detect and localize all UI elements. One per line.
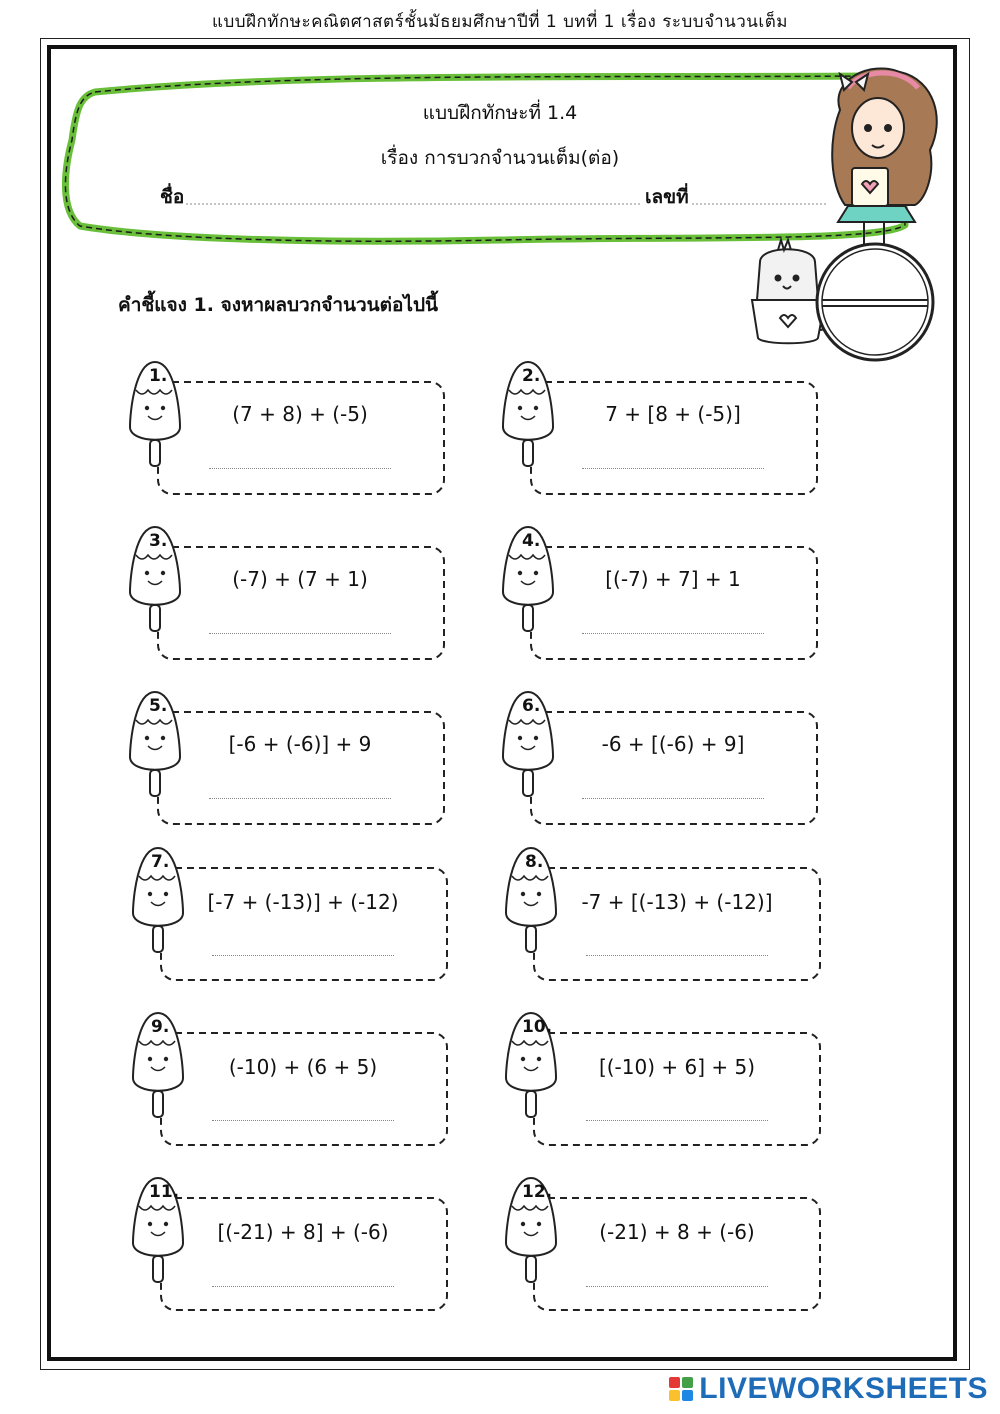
name-label: ชื่อ bbox=[160, 186, 185, 208]
logo-grid-icon bbox=[669, 1377, 693, 1401]
problem-number: 9. bbox=[151, 1017, 170, 1037]
girl-illustration bbox=[832, 68, 937, 246]
problem-expression: -6 + [(-6) + 9] bbox=[601, 732, 745, 756]
problem-expression: [-6 + (-6)] + 9 bbox=[228, 732, 372, 756]
exercise-topic: เรื่อง การบวกจำนวนเต็ม(ต่อ) bbox=[380, 147, 620, 169]
answer-box bbox=[531, 547, 817, 659]
answer-box bbox=[161, 1198, 447, 1310]
problem-expression: [(-7) + 7] + 1 bbox=[605, 567, 741, 591]
answer-line[interactable] bbox=[209, 468, 391, 469]
answer-box bbox=[158, 382, 444, 494]
problem-number: 8. bbox=[525, 852, 544, 872]
answer-box bbox=[158, 712, 444, 824]
score-circle bbox=[817, 244, 933, 360]
answer-box bbox=[534, 1198, 820, 1310]
answer-box bbox=[534, 1033, 820, 1145]
answer-box bbox=[531, 382, 817, 494]
problem-expression: [(-10) + 6] + 5) bbox=[598, 1055, 756, 1079]
answer-line[interactable] bbox=[212, 1120, 394, 1121]
brand-name: LIVEWORKSHEETS bbox=[699, 1372, 988, 1405]
problem-number: 5. bbox=[149, 696, 168, 716]
answer-box bbox=[531, 712, 817, 824]
worksheet-series-title: แบบฝึกทักษะคณิตศาสตร์ชั้นมัธยมศึกษาปีที่ 1 บทที่ 1 เรื่อง ระบบจำนวนเต็ม bbox=[212, 12, 788, 32]
problem-number: 6. bbox=[522, 696, 541, 716]
problem-expression: 7 + [8 + (-5)] bbox=[605, 402, 741, 426]
problem-expression: -7 + [(-13) + (-12)] bbox=[581, 890, 773, 914]
problem-number: 2. bbox=[522, 366, 541, 386]
answer-line[interactable] bbox=[582, 798, 764, 799]
answer-box bbox=[161, 1033, 447, 1145]
problem-expression: [(-21) + 8] + (-6) bbox=[217, 1220, 389, 1244]
problem-number: 11. bbox=[149, 1182, 180, 1202]
answer-line[interactable] bbox=[582, 468, 764, 469]
answer-line[interactable] bbox=[586, 955, 768, 956]
liveworksheets-logo[interactable] bbox=[669, 1372, 988, 1406]
answer-line[interactable] bbox=[212, 955, 394, 956]
problem-number: 3. bbox=[149, 531, 168, 551]
number-label: เลขที่ bbox=[645, 186, 689, 208]
problem-expression: (7 + 8) + (-5) bbox=[232, 402, 368, 426]
problem-number: 12. bbox=[522, 1182, 553, 1202]
answer-line[interactable] bbox=[209, 633, 391, 634]
answer-line[interactable] bbox=[209, 798, 391, 799]
answer-box bbox=[161, 868, 447, 980]
problem-number: 1. bbox=[149, 366, 168, 386]
problem-number: 10. bbox=[522, 1017, 553, 1037]
answer-line[interactable] bbox=[586, 1286, 768, 1287]
problem-expression: (-10) + (6 + 5) bbox=[228, 1055, 378, 1079]
answer-line[interactable] bbox=[582, 633, 764, 634]
problem-number: 4. bbox=[522, 531, 541, 551]
problem-expression: [-7 + (-13)] + (-12) bbox=[207, 890, 399, 914]
problem-number: 7. bbox=[151, 852, 170, 872]
directions-text: คำชี้แจง 1. จงหาผลบวกจำนวนต่อไปนี้ bbox=[118, 294, 439, 316]
answer-box bbox=[534, 868, 820, 980]
answer-line[interactable] bbox=[212, 1286, 394, 1287]
exercise-title: แบบฝึกทักษะที่ 1.4 bbox=[422, 102, 578, 124]
problem-expression: (-21) + 8 + (-6) bbox=[599, 1220, 755, 1244]
answer-box bbox=[158, 547, 444, 659]
problem-expression: (-7) + (7 + 1) bbox=[232, 567, 368, 591]
answer-line[interactable] bbox=[586, 1120, 768, 1121]
